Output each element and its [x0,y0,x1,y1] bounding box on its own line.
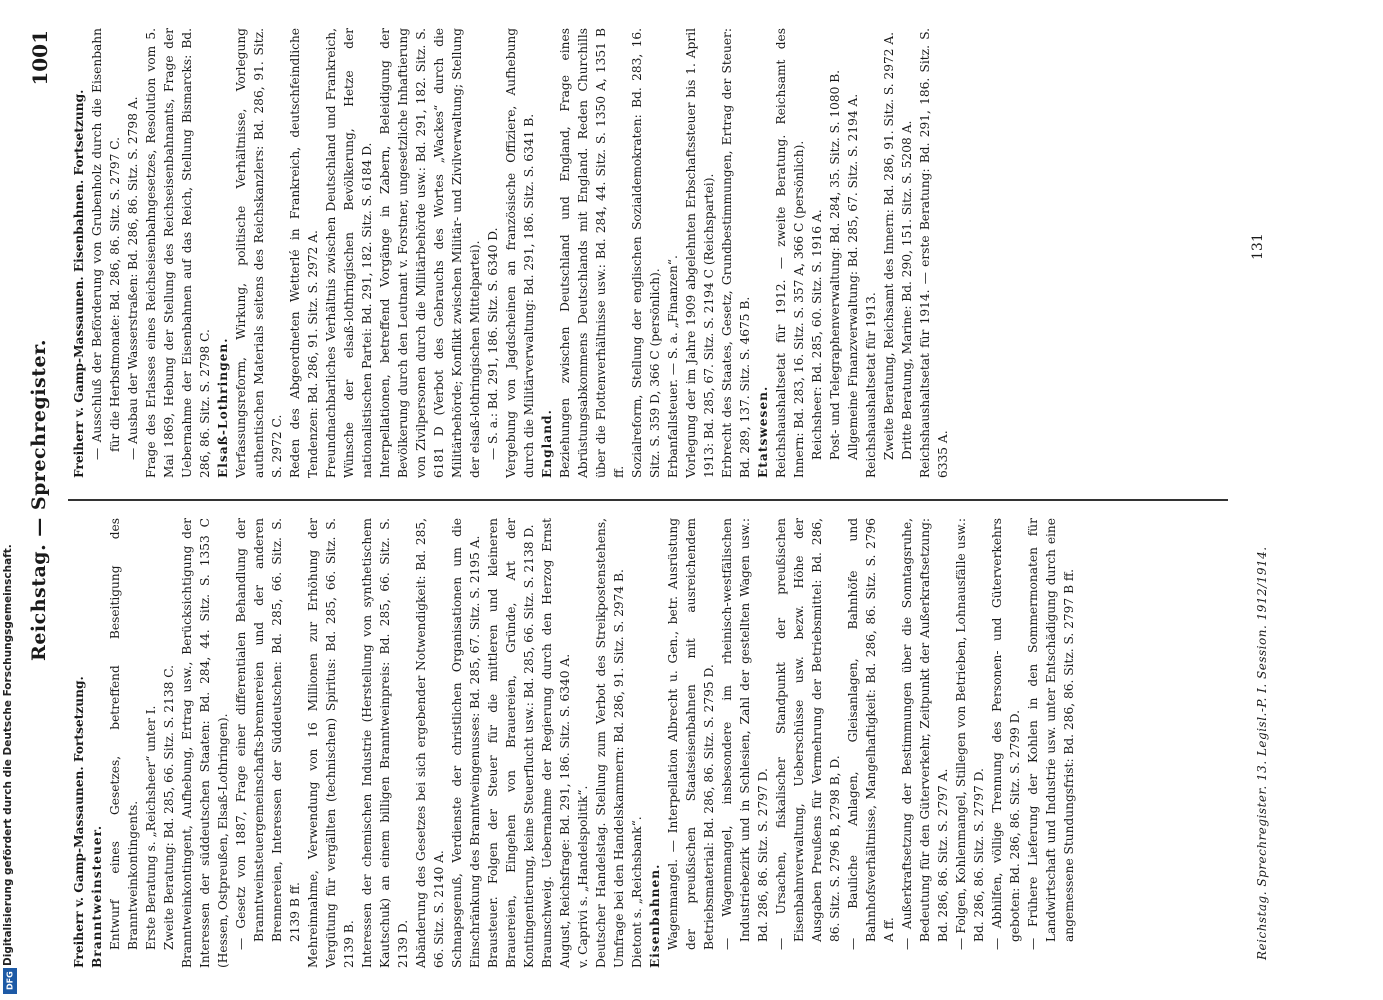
entry: Branntweinkontingent, Aufhebung, Ertrag usw., Berücksichtigung der Interessen der süddeutschen Staaten: Bd. 284, 44. Sitz. S. 1353 C (Hessen, Ostpreußen, Elsaß-Lothringen). [180,518,230,968]
section-heading: Eisenbahnen. [648,863,662,968]
page-footer: Reichstag. Sprechregister. 13. Legisl.-P. I. Session. 1912/1914. [1255,546,1269,960]
page-header [28,30,58,970]
entry: Reichshaushaltsetat für 1913. [864,292,878,478]
entry: Verfassungsreform, Wirkung, politische Verhältnisse, Vorlegung authentischen Materials seitens des Reichskanzlers: Bd. 286, 91. Sitz. S. 2972 C. [234,28,284,478]
entry: Erste Beratung s. „Reichsheer“ unter I. [144,705,158,950]
entry: — Bauliche Anlagen, Gleisanlagen, Bahnhöfe und Bahnhofsverhältnisse, Mangelhaftigkeit: Bd. 286, 86. Sitz. S. 2796 A ff. [846,518,896,950]
entry: Reden des Abgeordneten Wetterlé in Frankreich, deutschfeindliche Tendenzen: Bd. 286, 91. Sitz. S. 2972 A. [288,28,320,478]
entry: — Frühere Lieferung der Kohlen in den Sommermonaten für Landwirtschaft und Industrie usw. unter Entschädigung durch eine angemessene Stundungsfrist: Bd. 286, 86. Sitz. S. 2797 B ff. [1026,518,1076,950]
sheet-number: 131 [1250,233,1266,260]
entry: Freundnachbarliches Verhältnis zwischen Deutschland und Frankreich, Wünsche der elsaß-lothringischen Bevölkerung, Hetze der nationalistischen Partei: Bd. 291, 182. Sitz. S. 6184 D. [324,28,374,478]
entry: Vorlegung der im Jahre 1909 abgelehnten Erbschaftssteuer bis 1. April 1913: Bd. 285, 67. Sitz. S. 2194 C (Reichspartei). [684,28,716,478]
section-heading: Etatswesen. [756,385,770,478]
entry: — Ursachen, fiskalischer Standpunkt der preußischen Eisenbahnverwaltung, Ueberschüsse usw. bezw. Höhe der Ausgaben Preußens für Vermehrung der Betriebsmittel: Bd. 286, 86. Sitz. S. 2796 B, 2798 B, D. [774,518,842,950]
dfg-logo-icon: DFG [3,968,17,994]
entry: Sozialreform, Stellung der englischen Sozialdemokraten: Bd. 283, 16. Sitz. S. 359 D, 366 C (persönlich). [630,28,662,478]
page-number: 1001 [28,30,52,86]
entry: Entwurf eines Gesetzes, betreffend Beseitigung des Branntweinkontingents. [108,518,140,950]
section-heading: England. [540,409,554,478]
entry: Mehreinnahme, Verwendung von 16 Millionen zur Erhöhung der Vergütung für vergällten (technischen) Spiritus: Bd. 285, 66. Sitz. S. 2139 B. [306,518,356,968]
entry: Zweite Beratung: Bd. 285, 66. Sitz. S. 2138 C. [162,664,176,950]
entry: Dritte Beratung, Marine: Bd. 290, 151. Sitz. S. 5208 A. [900,120,914,460]
entry: — S. a.: Bd. 291, 186. Sitz. S. 6340 D. [486,227,500,460]
column-divider [68,499,1228,501]
entry: — Folgen, Kohlenmangel, Stillegen von Betrieben, Lohnausfälle usw.: Bd. 286, 86. Sitz. S. 2797 D. [954,518,986,950]
entry: Reichsheer: Bd. 285, 60. Sitz. S. 1916 A. [810,209,824,460]
entry: Post- und Telegraphenverwaltung: Bd. 284, 35. Sitz. S. 1080 B. [828,69,842,460]
digitization-sidebar [0,0,20,1000]
entry: Frage des Erlasses eines Reichseisenbahngesetzes, Resolution vom 5. Mai 1869, Hebung der Stellung des Reichseisenbahnamts, Frage der Uebernahme der Eisenbahnen auf das Reich, Stellung Bismarcks: Bd. 286, 86. Sitz. S. 2798 C. [144,28,212,478]
entry: Braunschweig. Uebernahme der Regierung durch den Herzog Ernst August, Reichsfrage: Bd. 291, 186. Sitz. S. 6340 A. [540,518,572,968]
section-heading: Branntweinsteuer. [90,824,104,968]
entry: — Ausschluß der Beförderung von Grubenholz durch die Eisenbahn für die Herbstmonate: Bd. 286, 86. Sitz. S. 2797 C. [90,28,122,460]
register-page [20,0,1280,1000]
entry: Zweite Beratung, Reichsamt des Innern: Bd. 286, 91. Sitz. S. 2972 A. [882,31,896,460]
page-title: Reichstag. — Sprechregister. [28,339,50,661]
entry: Interessen der chemischen Industrie (Herstellung von synthetischem Kautschuk) an einem billigen Branntweinpreis: Bd. 285, 66. Sitz. S. 2139 D. [360,518,410,968]
left-column [70,518,1078,968]
entry: — Ausbau der Wasserstraßen: Bd. 286, 86. Sitz. S. 2798 A. [126,96,140,460]
section-heading: Elsaß-Lothringen. [216,337,230,478]
entry: Deutscher Handelstag. Stellung zum Verbot des Streikpostenstehens, Umfrage bei den Handelskammern: Bd. 286, 91. Sitz. S. 2974 B. [594,518,626,968]
entry: Erbrecht des Staates, Gesetz, Grundbestimmungen, Ertrag der Steuer: Bd. 289, 137. Sitz. S. 4675 B. [720,28,752,478]
entry: — Außerkraftsetzung der Bestimmungen über die Sonntagsruhe, Bedeutung für den Güterverkehr, Zeitpunkt der Außerkraftsetzung: Bd. 286, 86. Sitz. S. 2797 A. [900,518,950,950]
column-heading: Freiherr v. Gamp-Massaunen. Eisenbahnen. Fortsetzung. [72,89,86,478]
entry: — Abhilfen, völlige Trennung des Personen- und Güterverkehrs geboten: Bd. 286, 86. Sitz. S. 2799 D. [990,518,1022,950]
dfg-funding-note: Digitalisierung gefördert durch die Deutsche Forschungsgemeinschaft. [2,544,14,966]
entry: Reichshaushaltsetat für 1912. — zweite Beratung. Reichsamt des Innern: Bd. 283, 16. Sitz. S. 357 A, 366 C (persönlich). [774,28,806,478]
right-column [70,28,952,478]
entry: Schnapsgenuß, Verdienste der christlichen Organisationen um die Einschränkung des Branntweingenusses: Bd. 285, 67. Sitz. S. 2195 A. [450,518,482,968]
entry: Interpellationen, betreffend Vorgänge in Zabern, Beleidigung der Bevölkerung durch den Leutnant v. Forstner, ungesetzliche Inhaftierung von Zivilpersonen durch die Militärbehörde usw.: Bd. 291, 182. Sitz. S. 6181 D (Verbot des Gebrauchs des Wortes „Wackes“ durch die Militärbehörde; Konflikt zwischen Militär- und Zivilverwaltung; Stellung der elsaß-lothringischen Mittelpartei). [378,28,482,478]
entry: Abänderung des Gesetzes bei sich ergebender Notwendigkeit: Bd. 285, 66. Sitz. S. 2140 A. [414,518,446,968]
entry: Allgemeine Finanzverwaltung: Bd. 285, 67. Sitz. S. 2194 A. [846,93,860,460]
entry: Brausteuer. Folgen der Steuer für die mittleren und kleineren Brauereien, Eingehen von Brauereien, Gründe, Art der Kontingentierung, keine Steuerflucht usw.: Bd. 285, 66. Sitz. S. 2138 D. [486,518,536,968]
entry: v. Caprivi s. „Handelspolitik“. [576,785,590,968]
entry: Vergebung von Jagdscheinen an französische Offiziere, Aufhebung durch die Militärverwaltung: Bd. 291, 186. Sitz. S. 6341 B. [504,28,536,478]
entry: Wagenmangel. — Interpellation Albrecht u. Gen., betr. Ausrüstung der preußischen Staatseisenbahnen mit ausreichendem Betriebsmaterial: Bd. 286, 86. Sitz. S. 2795 D. [666,518,716,950]
entry: Reichshaushaltsetat für 1914. — erste Beratung: Bd. 291, 186. Sitz. S. 6335 A. [918,28,950,478]
entry: Dietont s. „Reichsbank“. [630,816,644,968]
entry: — Wagenmangel, insbesondere im rheinisch-westfälischen Industriebezirk und in Schlesien, Zahl der gestellten Wagen usw.: Bd. 286, 86. Sitz. S. 2797 D. [720,518,770,950]
entry: — Gesetz von 1887, Frage einer differentialen Behandlung der Branntweinsteuergemeinschafts-brennereien und der anderen Brennereien, Interessen der Süddeutschen: Bd. 285, 66. Sitz. S. 2139 B ff. [234,518,302,950]
entry: Beziehungen zwischen Deutschland und England, Frage eines Abrüstungsabkommens Deutschlands mit England. Reden Churchills über die Flottenverhältnisse usw.: Bd. 284, 44. Sitz. S. 1350 A, 1351 B ff. [558,28,626,478]
column-heading: Freiherr v. Gamp-Massaunen. Fortsetzung. [72,676,86,968]
entry: Erbanfallsteuer. — S. a. „Finanzen“. [666,255,680,478]
